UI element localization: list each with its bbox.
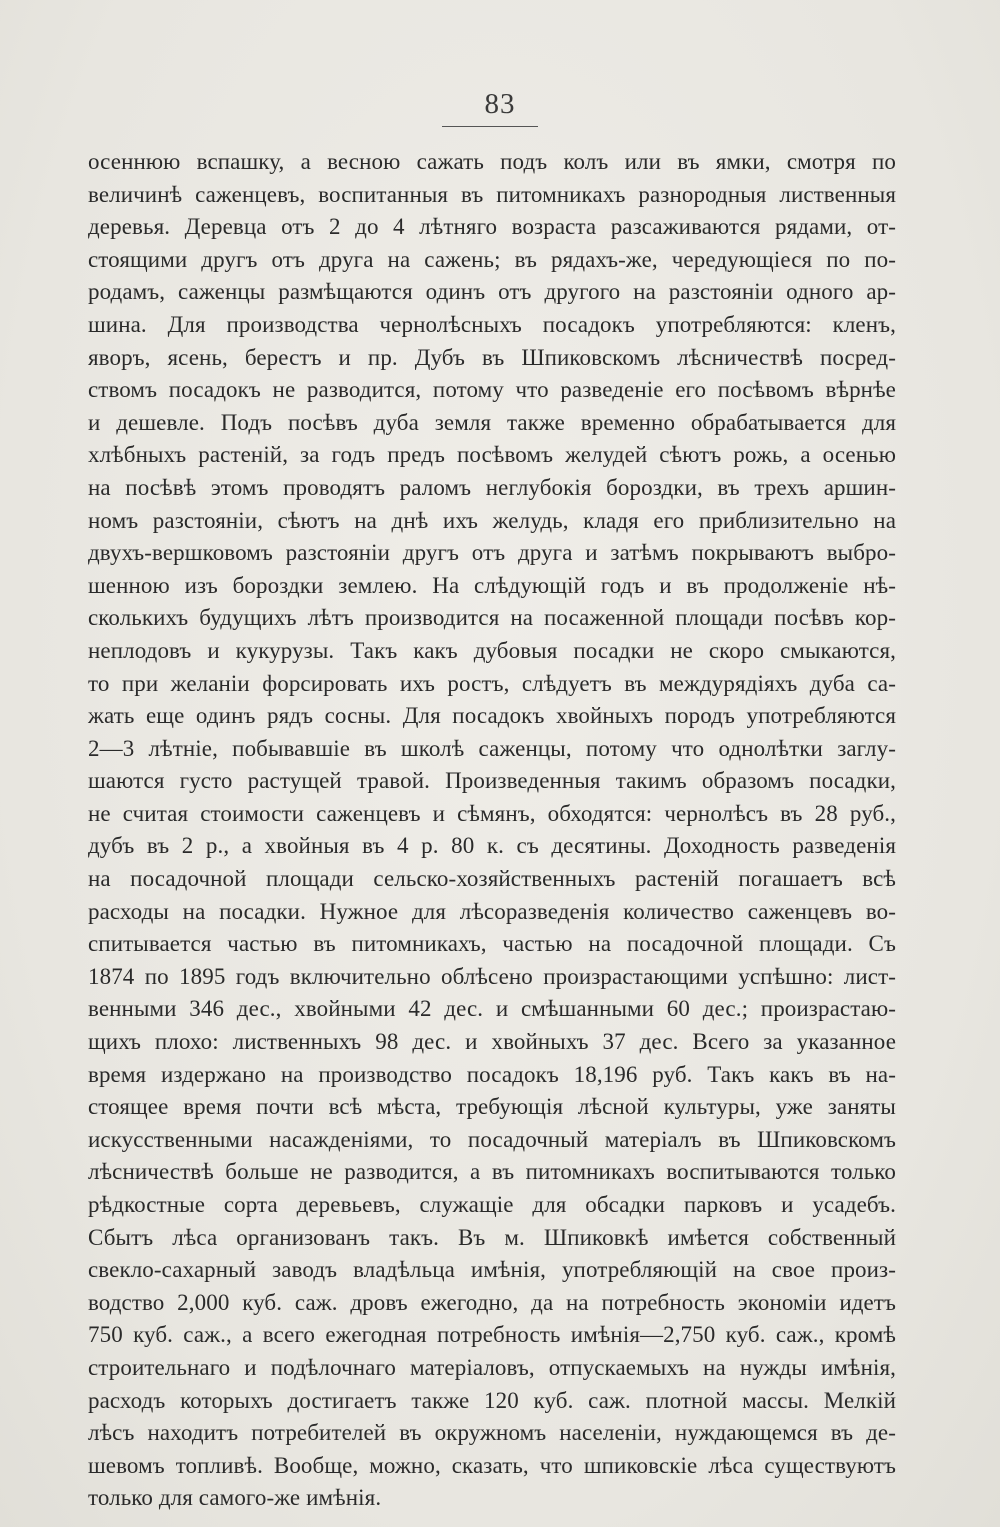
text-line: свекло-сахарный заводъ владѣльца имѣнія, употребляющій на свое произ-: [88, 1257, 896, 1283]
text-line: сколькихъ будущихъ лѣтъ производится на посаженной площади посѣвъ кор-: [88, 605, 896, 631]
text-line: хлѣбныхъ растеній, за годъ предъ посѣвомъ желудей сѣютъ рожь, а осенью: [88, 442, 896, 468]
text-line: спитывается частью въ питомникахъ, частью на посадочной площади. Съ: [88, 931, 896, 957]
text-line: 750 куб. саж., а всего ежегодная потребность имѣнія—2,750 куб. саж., кромѣ: [88, 1322, 896, 1348]
text-body: [88, 146, 896, 1515]
text-line: водство 2,000 куб. саж. дровъ ежегодно, да на потребность экономіи идетъ: [88, 1289, 896, 1315]
text-line: не считая стоимости саженцевъ и сѣмянъ, обходятся: чернолѣсъ въ 28 руб.,: [88, 800, 896, 826]
text-line: номъ разстояніи, сѣютъ на днѣ ихъ желудь, кладя его приблизительно на: [88, 507, 896, 533]
text-line: и дешевле. Подъ посѣвъ дуба земля также временно обрабатывается для: [88, 409, 896, 435]
text-line: шина. Для производства чернолѣсныхъ посадокъ употребляются: кленъ,: [88, 311, 896, 337]
text-line: 2—3 лѣтніе, побывавшіе въ школѣ саженцы, потому что однолѣтки заглу-: [88, 735, 896, 761]
text-line: время издержано на производство посадокъ 18,196 руб. Такъ какъ въ на-: [88, 1061, 896, 1087]
text-line: неплодовъ и кукурузы. Такъ какъ дубовыя посадки не скоро смыкаются,: [88, 637, 896, 663]
text-line: дубъ въ 2 р., а хвойныя въ 4 р. 80 к. съ десятины. Доходность разведенія: [88, 833, 896, 859]
text-line: на посѣвѣ этомъ проводятъ раломъ неглубокія бороздки, въ трехъ аршин-: [88, 474, 896, 500]
text-line: стоящими другъ отъ друга на сажень; въ рядахъ-же, чередующіеся по по-: [88, 246, 896, 272]
text-line: стоящее время почти всѣ мѣста, требующія лѣсной культуры, уже заняты: [88, 1094, 896, 1120]
text-line: 1874 по 1895 годъ включительно облѣсено произрастающими успѣшно: лист-: [88, 963, 896, 989]
text-line: расходы на посадки. Нужное для лѣсоразведенія количество саженцевъ во-: [88, 898, 896, 924]
text-line: шаются густо растущей травой. Произведенныя такимъ образомъ посадки,: [88, 768, 896, 794]
page-number-rule: [442, 126, 538, 127]
text-line: деревья. Деревца отъ 2 до 4 лѣтняго возраста разсаживаются рядами, от-: [88, 214, 896, 240]
text-line: строительнаго и подѣлочнаго матеріаловъ, отпускаемыхъ на нужды имѣнія,: [88, 1354, 896, 1380]
text-line: рѣдкостные сорта деревьевъ, служащіе для обсадки парковъ и усадебъ.: [88, 1192, 896, 1217]
text-line: лѣсничествѣ больше не разводится, а въ питомникахъ воспитываются только: [88, 1159, 896, 1185]
page-number: 83: [484, 88, 516, 120]
text-line: величинѣ саженцевъ, воспитанныя въ питомникахъ разнородныя лиственныя: [88, 181, 896, 207]
text-line: то при желаніи форсировать ихъ ростъ, слѣдуетъ въ междурядіяхъ дуба са-: [88, 670, 896, 696]
text-line: ствомъ посадокъ не разводится, потому что разведеніе его посѣвомъ вѣрнѣе: [88, 377, 896, 403]
text-line: двухъ-вершковомъ разстояніи другъ отъ друга и затѣмъ покрываютъ выбро-: [88, 540, 896, 566]
text-line: расходъ которыхъ достигаетъ также 120 куб. саж. плотной массы. Мелкій: [88, 1387, 896, 1413]
text-line: венными 346 дес., хвойными 42 дес. и смѣшанными 60 дес.; произрастаю-: [88, 996, 896, 1022]
text-line: родамъ, саженцы размѣщаются одинъ отъ другого на разстояніи одного ар-: [88, 279, 896, 305]
text-line: жать еще одинъ рядъ сосны. Для посадокъ хвойныхъ породъ употребляются: [88, 703, 896, 729]
text-line: лѣсъ находитъ потребителей въ окружномъ населеніи, нуждающемся въ де-: [88, 1420, 896, 1446]
text-line: щихъ плохо: лиственныхъ 98 дес. и хвойныхъ 37 дес. Всего за указанное: [88, 1029, 896, 1055]
text-line: искусственными насажденіями, то посадочный матеріалъ въ Шпиковскомъ: [88, 1126, 896, 1152]
text-line: Сбытъ лѣса организованъ такъ. Въ м. Шпиковкѣ имѣется собственный: [88, 1224, 896, 1250]
text-line: на посадочной площади сельско-хозяйственныхъ растеній погашаетъ всѣ: [88, 866, 896, 892]
text-line: осеннюю вспашку, а весною сажать подъ колъ или въ ямки, смотря по: [88, 149, 896, 174]
text-line: шевомъ топливѣ. Вообще, можно, сказать, что шпиковскіе лѣса существуютъ: [88, 1452, 896, 1478]
text-line-last: только для самого-же имѣнія.: [88, 1485, 382, 1511]
text-line: яворъ, ясень, берестъ и пр. Дубъ въ Шпиковскомъ лѣсничествѣ посред-: [88, 344, 896, 370]
text-line: шенною изъ бороздки землею. На слѣдующій годъ и въ продолженіе нѣ-: [88, 572, 896, 598]
